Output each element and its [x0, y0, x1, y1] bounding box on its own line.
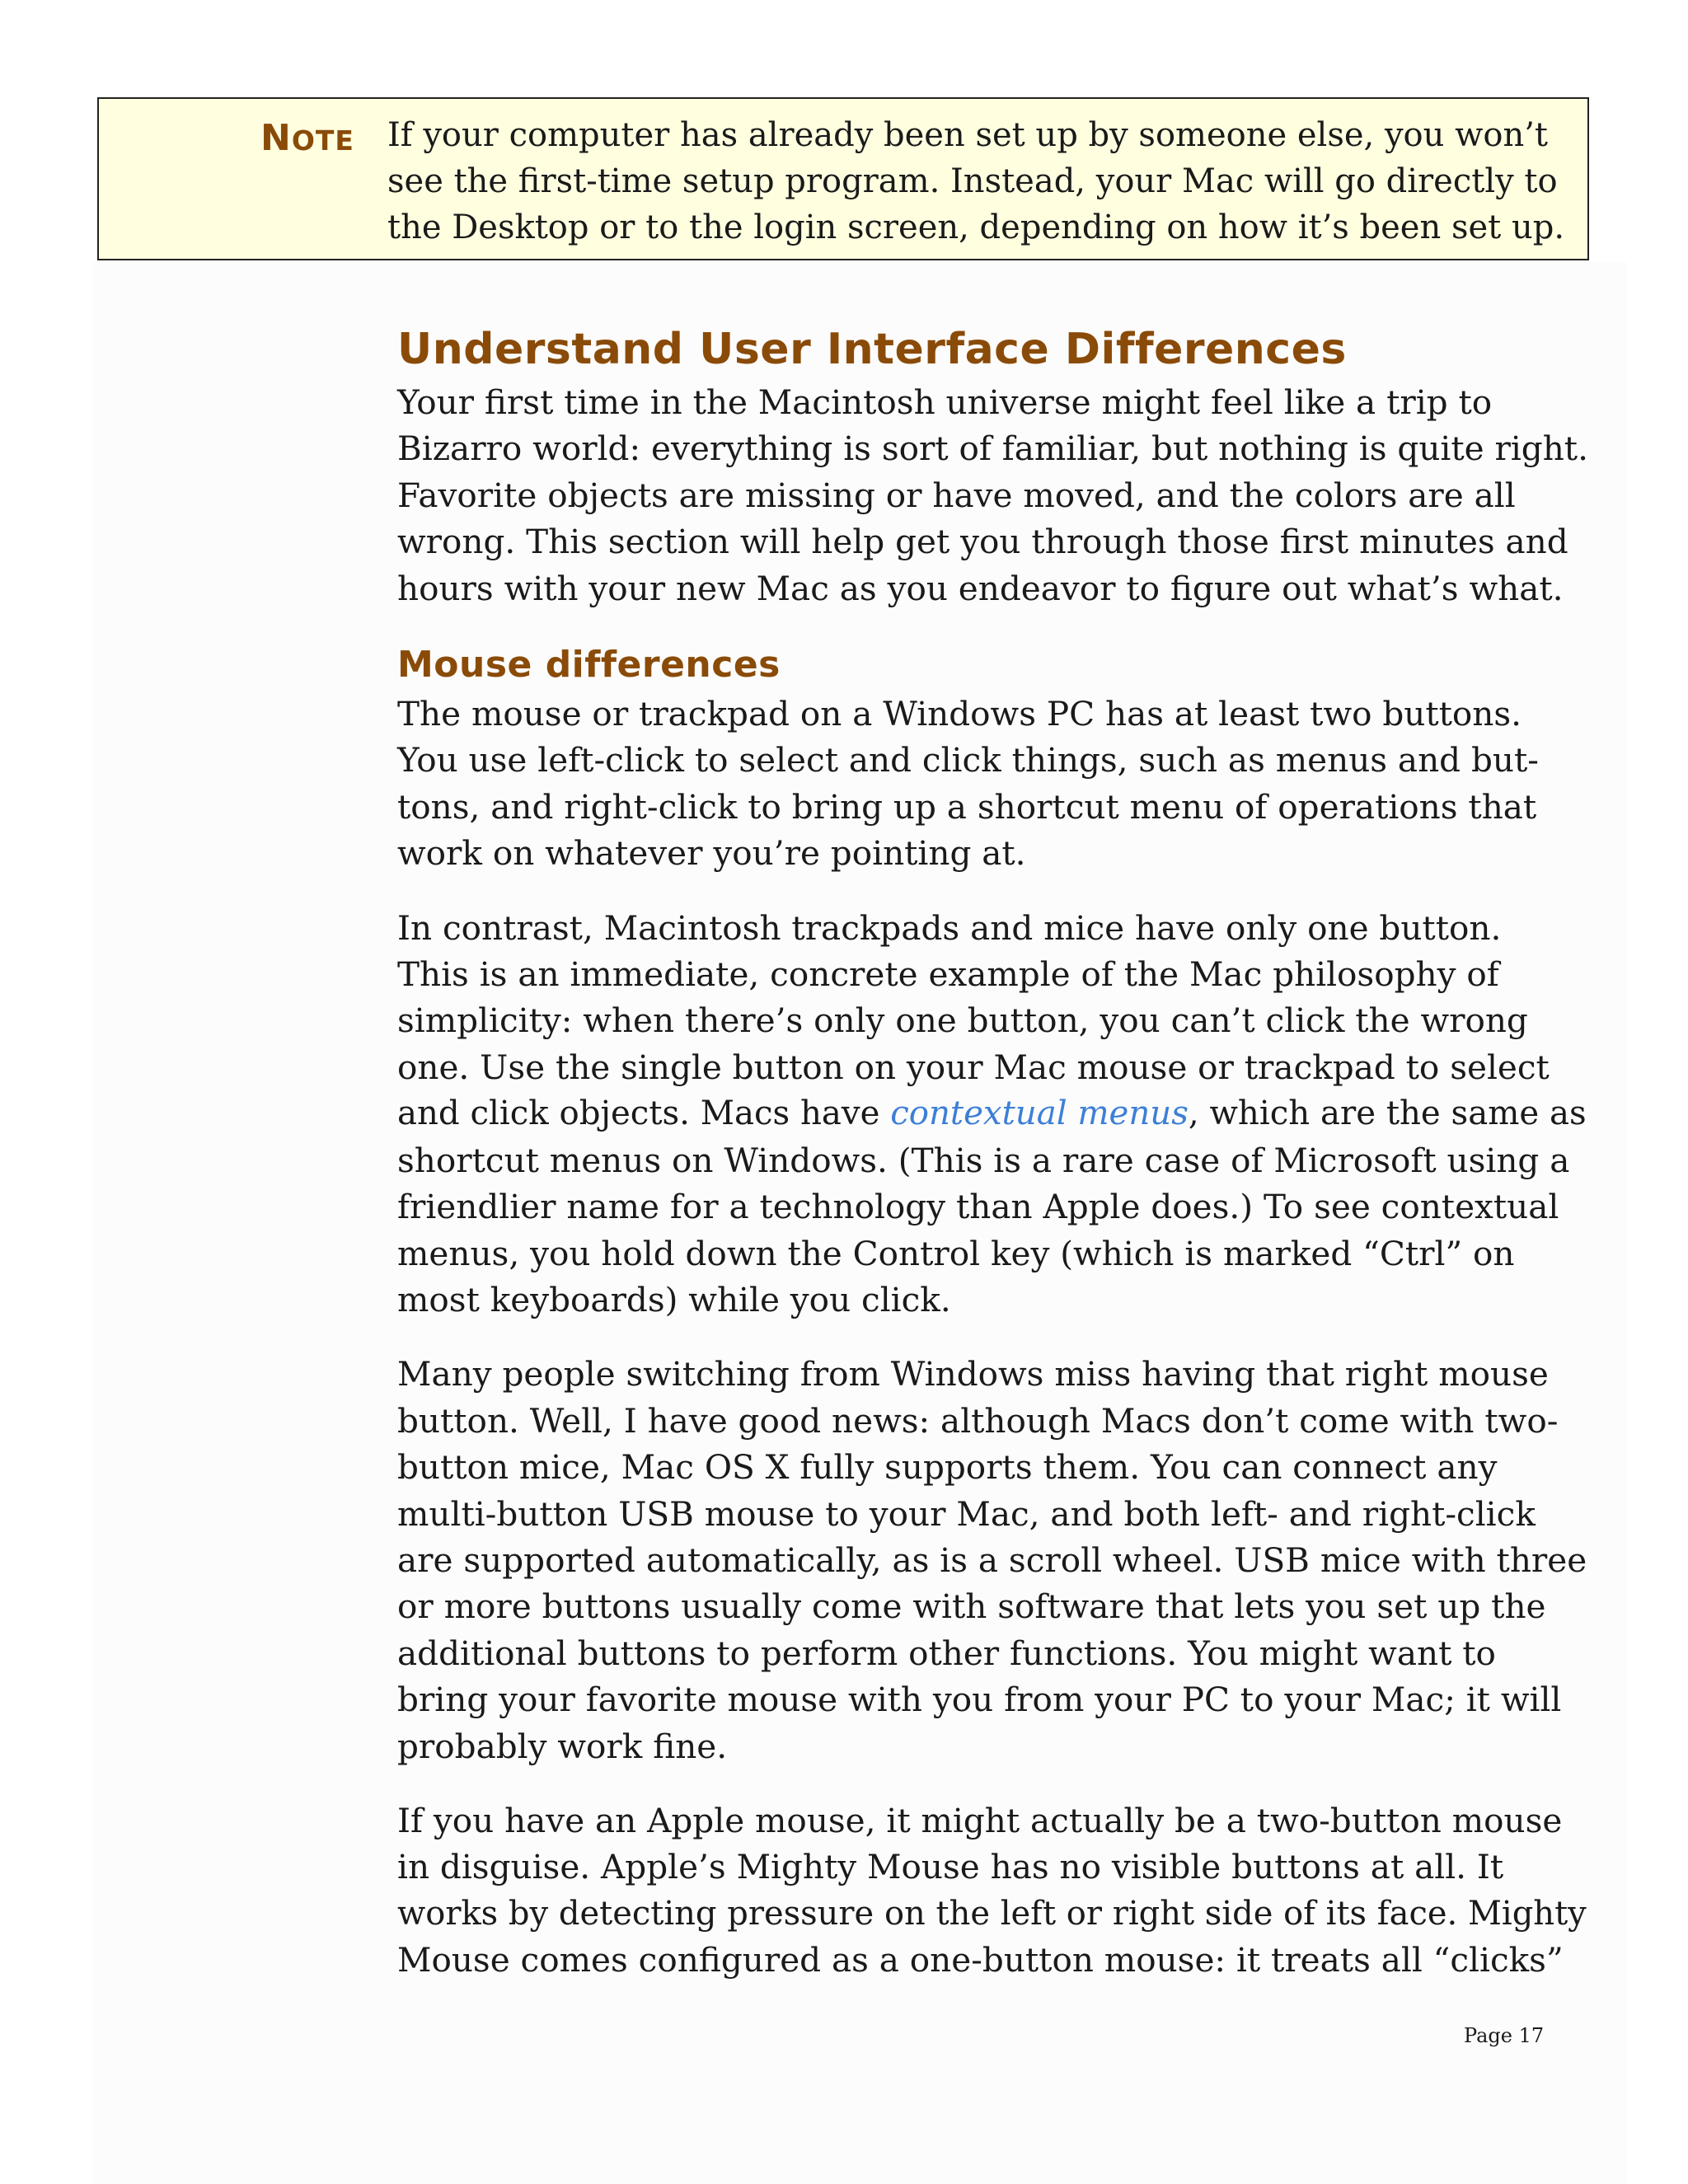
text-line: works by detecting pressure on the left or right side of its face. Mighty [397, 1894, 1587, 1933]
page-number: Page 17 [1464, 2024, 1545, 2047]
text-line: In contrast, Macintosh trackpads and mice have only one button. [397, 907, 1502, 948]
text-line: Many people switching from Windows miss having that right mouse [397, 1354, 1549, 1394]
link-prefix: and click objects. Macs have [397, 1094, 891, 1133]
text-line: one. Use the single button on your Mac mouse or trackpad to select [397, 1047, 1550, 1087]
subsection-heading: Mouse differences [397, 644, 781, 687]
note-line: If your computer has already been set up by someone else, you won’t [387, 116, 1548, 154]
text-line: work on whatever you’re pointing at. [397, 833, 1026, 874]
note-label-rest: OTE [291, 124, 354, 157]
text-line: If you have an Apple mouse, it might actually be a two-button mouse [397, 1800, 1563, 1840]
paragraph-1 [397, 691, 1592, 877]
note-line: see the first-time setup program. Instead, your Mac will go directly to [387, 162, 1558, 200]
text-line: wrong. This section will help get you through those first minutes and [397, 522, 1568, 562]
note-text [387, 112, 1582, 251]
paragraph-3 [397, 1351, 1592, 1769]
text-line-with-link [397, 1090, 1592, 1137]
text-line: shortcut menus on Windows. (This is a rare case of Microsoft using a [397, 1140, 1570, 1180]
text-line: probably work fine. [397, 1726, 728, 1766]
text-line: hours with your new Mac as you endeavor to figure out what’s what. [397, 568, 1564, 608]
text-line: tons, and right-click to bring up a shortcut menu of operations that [397, 786, 1537, 827]
paragraph-4 [397, 1797, 1592, 1984]
text-line: or more buttons usually come with software that lets you set up the [397, 1586, 1546, 1627]
text-line: Favorite objects are missing or have moved, and the colors are all [397, 475, 1516, 515]
section-heading: Understand User Interface Differences [397, 325, 1347, 374]
note-label-initial: N [260, 117, 292, 159]
link-suffix: , which are the same as [1188, 1094, 1587, 1133]
contextual-menus-link[interactable]: contextual menus [890, 1094, 1189, 1133]
text-line: simplicity: when there’s only one button, you can’t click the wrong [397, 1001, 1528, 1041]
note-label [260, 117, 354, 159]
text-line: friendlier name for a technology than Apple does.) To see contextual [397, 1187, 1559, 1227]
main-content [397, 320, 1592, 2012]
note-callout [97, 97, 1589, 260]
text-line: Bizarro world: everything is sort of familiar, but nothing is quite right. [397, 429, 1588, 469]
text-line: bring your favorite mouse with you from your PC to your Mac; it will [397, 1680, 1562, 1720]
text-line: in disguise. Apple’s Mighty Mouse has no visible buttons at all. It [397, 1847, 1504, 1887]
paragraph-2 [397, 905, 1592, 1324]
text-line: button. Well, I have good news: although Macs don’t come with two- [397, 1400, 1559, 1441]
text-line: The mouse or trackpad on a Windows PC has at least two buttons. [397, 694, 1522, 734]
text-line: additional buttons to perform other functions. You might want to [397, 1633, 1496, 1673]
text-line: most keyboards) while you click. [397, 1279, 951, 1319]
note-line: the Desktop or to the login screen, depending on how it’s been set up. [387, 209, 1565, 246]
text-line: menus, you hold down the Control key (which is marked “Ctrl” on [397, 1233, 1515, 1273]
text-line: Mouse comes configured as a one-button mouse: it treats all “clicks” [397, 1940, 1564, 1980]
text-line: You use left-click to select and click things, such as menus and but- [397, 740, 1539, 780]
text-line: button mice, Mac OS X fully supports them. You can connect any [397, 1447, 1498, 1488]
text-line: multi-button USB mouse to your Mac, and both left- and right-click [397, 1493, 1536, 1534]
text-line: This is an immediate, concrete example of the Mac philosophy of [397, 954, 1499, 995]
text-line: Your first time in the Macintosh universe might feel like a trip to [397, 382, 1493, 422]
text-line: are supported automatically, as is a scroll wheel. USB mice with three [397, 1540, 1587, 1580]
intro-paragraph [397, 379, 1592, 612]
